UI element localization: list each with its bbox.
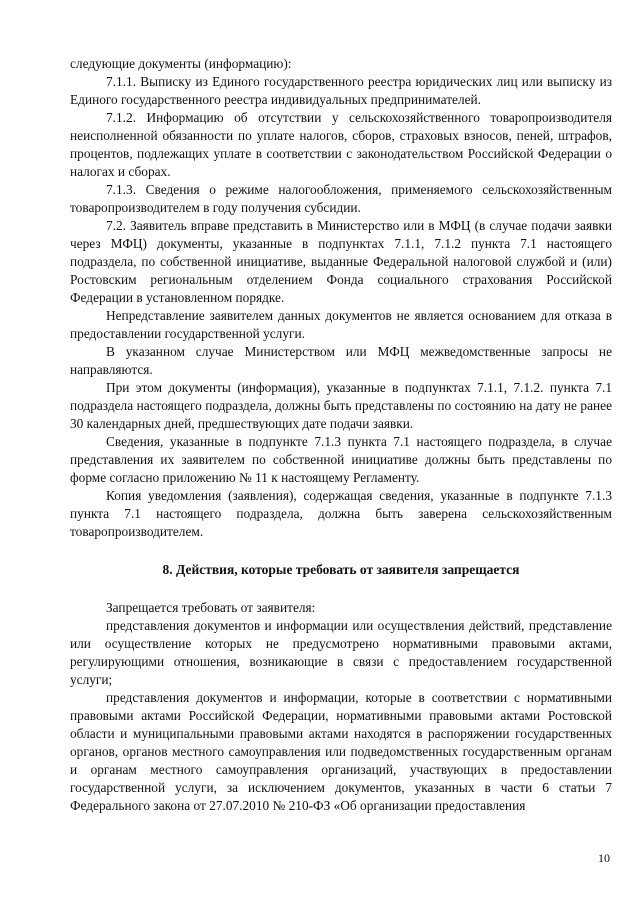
document-body-before-heading xyxy=(70,55,612,541)
paragraph: следующие документы (информацию): xyxy=(70,56,292,71)
document-page xyxy=(70,55,612,815)
paragraph: При этом документы (информация), указанные в подпунктах 7.1.1, 7.1.2. пункта 7.1 подраздела настоящего подраздела, должны быть представлены по состоянию на дату не ранее 30 календарных дней, предшествующих дате подачи заявки. xyxy=(70,380,612,431)
paragraph: 7.1.2. Информацию об отсутствии у сельскохозяйственного товаропроизводителя неисполненной обязанности по уплате налогов, сборов, страховых взносов, пеней, штрафов, процентов, подлежащих уплате в соответствии с законодательством Российской Федерации о налогах и сборах. xyxy=(70,110,612,179)
paragraph: Непредставление заявителем данных документов не является основанием для отказа в предоставлении государственной услуги. xyxy=(70,308,612,341)
paragraph: 7.2. Заявитель вправе представить в Министерство или в МФЦ (в случае подачи заявки через МФЦ) документы, указанные в подпунктах 7.1.1, 7.1.2 пункта 7.1 настоящего подраздела, по собственной инициативе, выданные Федеральной налоговой службой и (или) Ростовским региональным отделением Фонда социального страхования Российской Федерации в установленном порядке. xyxy=(70,218,612,305)
document-body-after-heading xyxy=(70,599,612,815)
paragraph: Копия уведомления (заявления), содержащая сведения, указанные в подпункте 7.1.3 пункта 7.1 настоящего подраздела, должна быть заверена сельскохозяйственным товаропроизводителем. xyxy=(70,488,612,539)
section-heading: 8. Действия, которые требовать от заявителя запрещается xyxy=(162,562,520,577)
paragraph: Запрещается требовать от заявителя: xyxy=(106,600,316,615)
paragraph: представления документов и информации, которые в соответствии с нормативными правовыми актами Российской Федерации, нормативными правовыми актами Ростовской области и муниципальными правовыми актами находятся в распоряжении государственных органов, органов местного самоуправления или подведомственных государственным органам и органам местного самоуправления организаций, участвующих в предоставлении государственной услуги, за исключением документов, указанных в части 6 статьи 7 Федерального закона от 27.07.2010 № 210-ФЗ «Об организации предоставления xyxy=(70,690,612,813)
paragraph: представления документов и информации или осуществления действий, представление или осуществление которых не предусмотрено нормативными правовыми актами, регулирующими отношения, возникающие в связи с предоставлением государственной услуги; xyxy=(70,618,612,687)
paragraph: 7.1.1. Выписку из Единого государственного реестра юридических лиц или выписку из Единого государственного реестра индивидуальных предпринимателей. xyxy=(70,74,612,107)
paragraph: В указанном случае Министерством или МФЦ межведомственные запросы не направляются. xyxy=(70,344,612,377)
paragraph: 7.1.3. Сведения о режиме налогообложения, применяемого сельскохозяйственным товаропроизводителем в году получения субсидии. xyxy=(70,182,612,215)
paragraph: Сведения, указанные в подпункте 7.1.3 пункта 7.1 настоящего подраздела, в случае представления их заявителем по собственной инициативе должны быть представлены по форме согласно приложению № 11 к настоящему Регламенту. xyxy=(70,434,612,485)
page-number: 10 xyxy=(598,851,610,865)
